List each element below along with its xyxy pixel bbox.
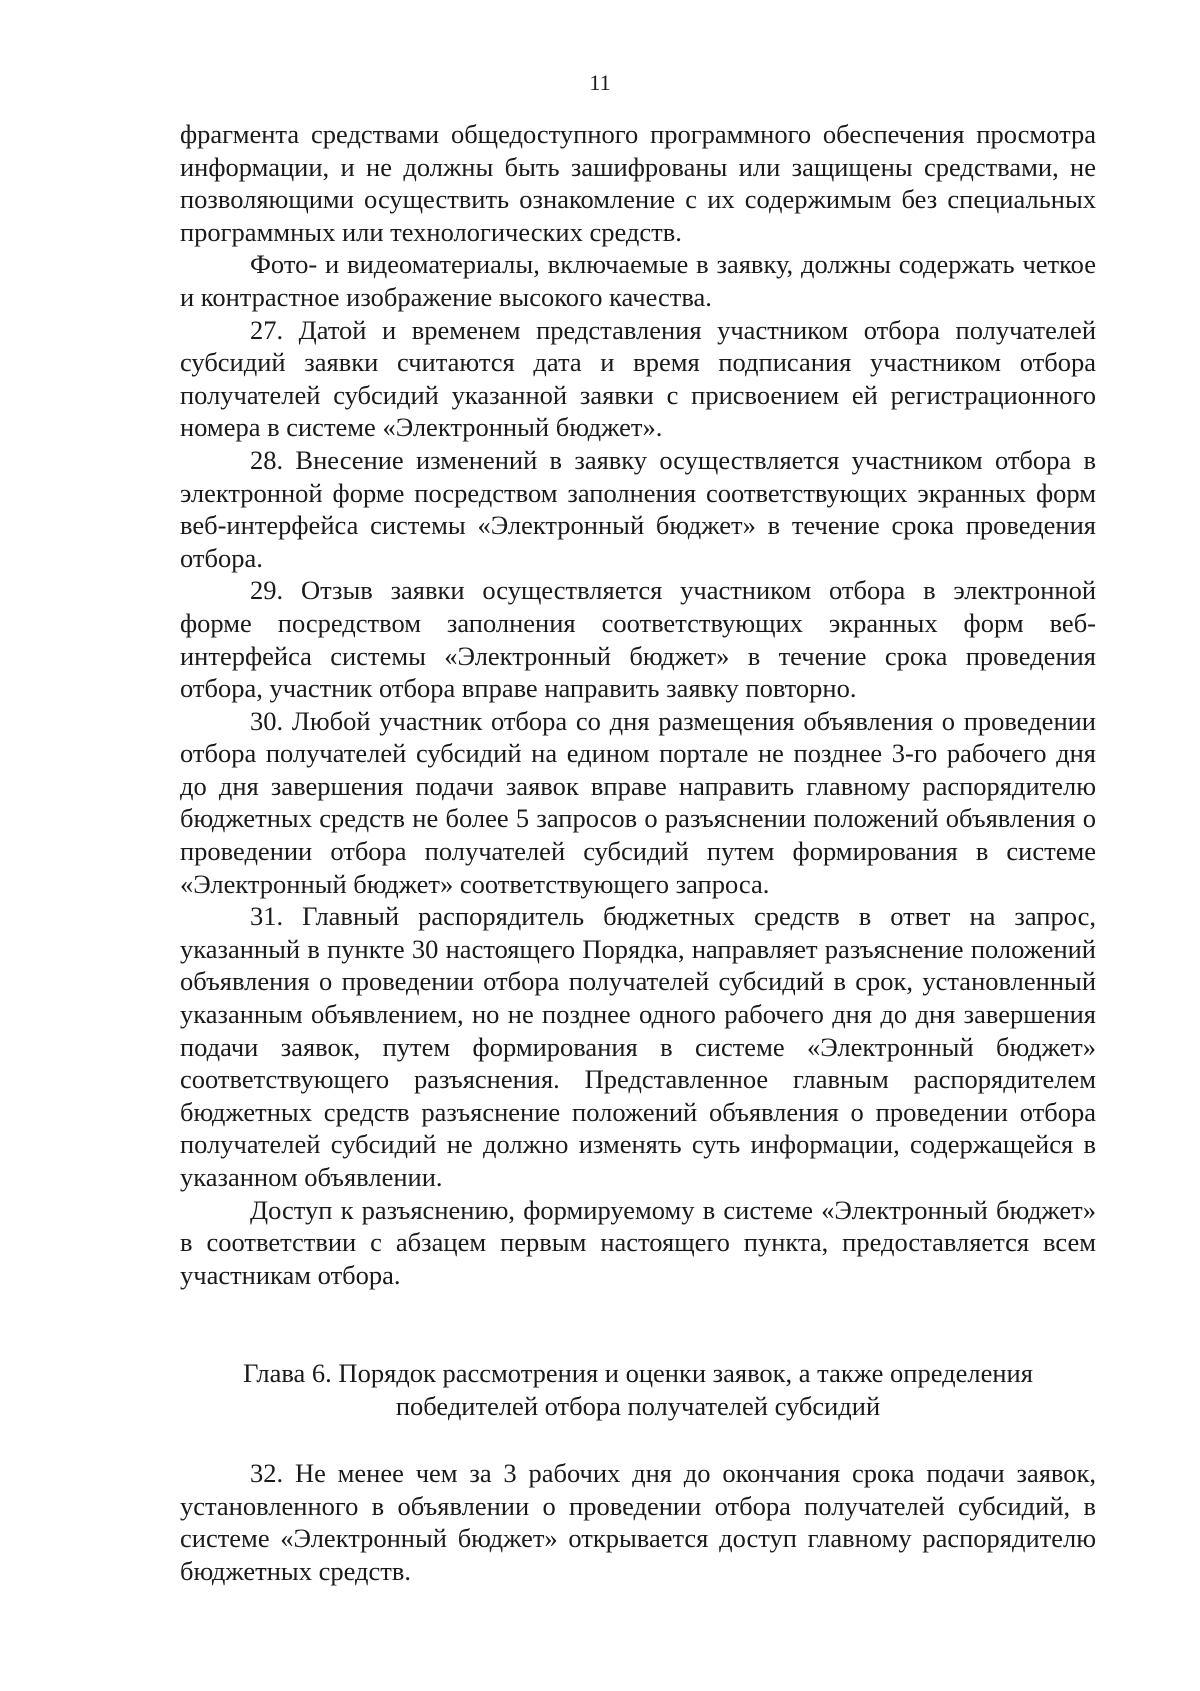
paragraph-access: Доступ к разъяснению, формируемому в системе «Электронный бюджет» в соответствии с абзацем первым настоящего пункта, предоставляется всем участникам отбора. <box>180 1194 1096 1290</box>
paragraph-30: 30. Любой участник отбора со дня размещения объявления о проведении отбора получателей субсидий на едином портале не позднее 3-го рабочего дня до дня завершения подачи заявок вправе направить главному распорядителю бюджетных средств не более 5 запросов о разъяснении положений объявления о проведении отбора получателей субсидий путем формирования в системе «Электронный бюджет» соответствующего запроса. <box>180 705 1096 899</box>
chapter-heading-line-1: Глава 6. Порядок рассмотрения и оценки заявок, а также определения <box>243 1358 1033 1388</box>
paragraph-28: 28. Внесение изменений в заявку осуществляется участником отбора в электронной форме посредством заполнения соответствующих экранных форм веб-интерфейса системы «Электронный бюджет» в течение срока проведения отбора. <box>180 444 1096 573</box>
paragraph-32: 32. Не менее чем за 3 рабочих дня до окончания срока подачи заявок, установленного в объявлении о проведении отбора получателей субсидий, в системе «Электронный бюджет» открывается доступ главному распорядителю бюджетных средств. <box>180 1458 1096 1586</box>
document-body <box>180 118 1096 1291</box>
paragraph-continuation: фрагмента средствами общедоступного программного обеспечения просмотра информации, и не должны быть зашифрованы или защищены средствами, не позволяющими осуществить ознакомление с их содержимым без специальных программных или технологических средств. <box>180 119 1096 247</box>
document-body-chapter-6 <box>180 1457 1096 1587</box>
chapter-heading <box>180 1357 1096 1422</box>
paragraph-photo-video: Фото- и видеоматериалы, включаемые в заявку, должны содержать четкое и контрастное изображение высокого качества. <box>180 249 1096 312</box>
paragraph-27: 27. Датой и временем представления участником отбора получателей субсидий заявки считаются дата и время подписания участником отбора получателей субсидий указанной заявки с присвоением ей регистрационного номера в системе «Электронный бюджет». <box>180 314 1096 443</box>
paragraph-31: 31. Главный распорядитель бюджетных средств в ответ на запрос, указанный в пункте 30 настоящего Порядка, направляет разъяснение положений объявления о проведении отбора получателей субсидий в срок, установленный указанным объявлением, но не позднее одного рабочего дня до дня завершения подачи заявок, путем формирования в системе «Электронный бюджет» соответствующего разъяснения. Представленное главным распорядителем бюджетных средств разъяснение положений объявления о проведении отбора получателей субсидий не должно изменять суть информации, содержащейся в указанном объявлении. <box>180 901 1096 1192</box>
chapter-heading-line-2: победителей отбора получателей субсидий <box>395 1390 881 1421</box>
paragraph-29: 29. Отзыв заявки осуществляется участником отбора в электронной форме посредством заполнения соответствующих экранных форм веб-интерфейса системы «Электронный бюджет» в течение срока проведения отбора, участник отбора вправе направить заявку повторно. <box>180 575 1096 704</box>
page-number: 11 <box>589 70 611 95</box>
